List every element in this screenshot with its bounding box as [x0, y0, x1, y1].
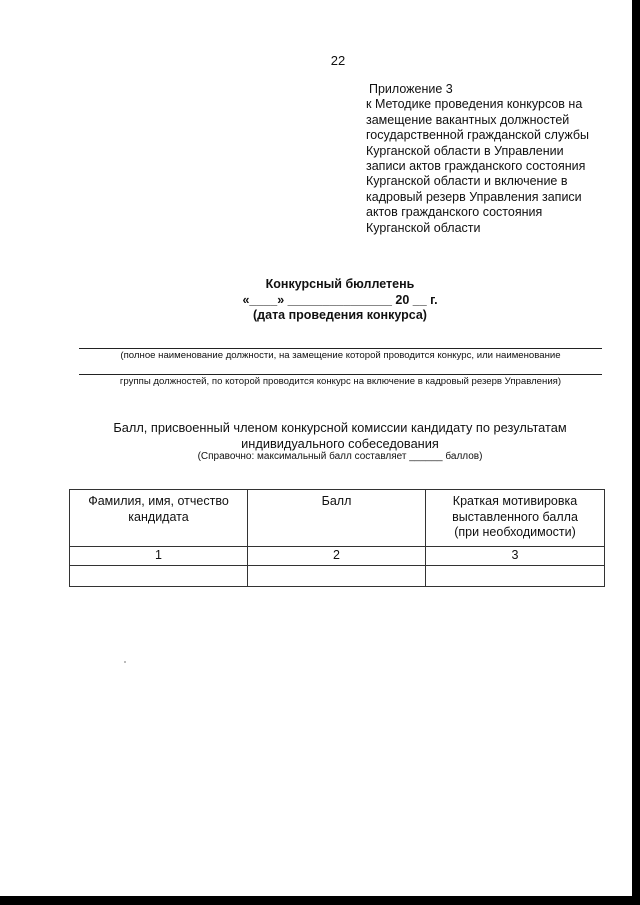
- table-cell-score[interactable]: [248, 566, 426, 587]
- scan-border-right: [632, 0, 640, 905]
- appendix-line: Курганской области и включение в: [366, 174, 568, 189]
- header-text: кандидата: [128, 509, 189, 524]
- appendix-line: государственной гражданской службы: [366, 128, 589, 143]
- header-score: [248, 490, 426, 547]
- position-caption-1: (полное наименование должности, на замещение которой проводится конкурс, или наименование: [120, 350, 561, 361]
- ballot-date-line: «____» _______________ 20 __ г.: [242, 292, 438, 307]
- scan-speck: [124, 661, 126, 663]
- appendix-line: Курганской области в Управлении: [366, 143, 564, 158]
- score-note: (Справочно: максимальный балл составляет ______ баллов): [197, 451, 483, 462]
- header-candidate-name: [70, 490, 248, 547]
- header-motivation: [426, 490, 605, 547]
- header-text: Фамилия, имя, отчество: [88, 494, 229, 508]
- score-heading: [90, 420, 590, 451]
- table-number-row: [70, 547, 605, 566]
- results-table: [69, 489, 605, 587]
- header-text: Балл: [321, 494, 352, 508]
- position-caption-2: группы должностей, по которой проводится конкурс на включение в кадровый резерв Управления): [119, 376, 562, 387]
- score-heading-line-2: индивидуального собеседования: [241, 435, 439, 451]
- table-header-row: [70, 490, 605, 547]
- appendix-line: Курганской области: [366, 220, 481, 235]
- header-text: выставленного балла: [452, 509, 578, 524]
- appendix-line: актов гражданского состояния: [366, 205, 543, 220]
- appendix-line: записи актов гражданского состояния: [366, 159, 586, 174]
- header-text: (при необходимости): [454, 525, 576, 539]
- scan-border-bottom: [0, 896, 640, 905]
- ballot-date-caption: (дата проведения конкурса): [253, 308, 427, 322]
- appendix-line: к Методике проведения конкурсов на: [366, 97, 583, 112]
- column-number: 3: [426, 547, 605, 566]
- appendix-line: кадровый резерв Управления записи: [366, 189, 582, 204]
- table-row: [70, 566, 605, 587]
- ballot-header: [170, 277, 510, 324]
- column-number: 1: [70, 547, 248, 566]
- ballot-title: Конкурсный бюллетень: [265, 277, 415, 291]
- column-number: 2: [248, 547, 426, 566]
- score-heading-line-1: Балл, присвоенный членом конкурсной комиссии кандидату по результатам: [113, 420, 567, 435]
- appendix-block: [366, 82, 616, 236]
- table-cell-motivation[interactable]: [426, 566, 605, 587]
- position-name-line: [79, 348, 602, 349]
- position-group-line: [79, 374, 602, 375]
- header-text: Краткая мотивировка: [452, 494, 578, 508]
- appendix-title: Приложение 3: [369, 82, 453, 96]
- table-cell-candidate[interactable]: [70, 566, 248, 587]
- page-number: 22: [330, 53, 346, 68]
- appendix-line: замещение вакантных должностей: [366, 112, 570, 127]
